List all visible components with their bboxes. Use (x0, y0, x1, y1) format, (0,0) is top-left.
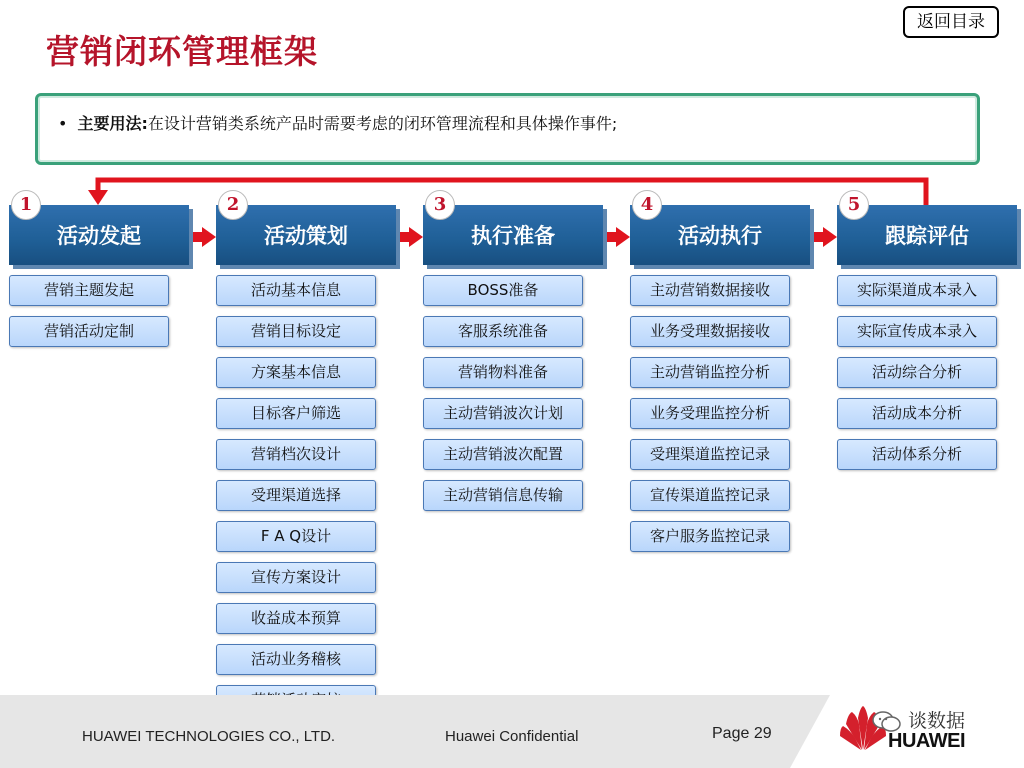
stage-2-item: 受理渠道选择 (216, 480, 376, 511)
usage-label: 主要用法: (77, 114, 148, 133)
page-title: 营销闭环管理框架 (46, 32, 318, 71)
back-to-contents-button[interactable]: 返回目录 (903, 6, 999, 38)
stage-2-item: 方案基本信息 (216, 357, 376, 388)
stage-2-item: 活动业务稽核 (216, 644, 376, 675)
stage-2-item: 活动基本信息 (216, 275, 376, 306)
huawei-brand: HUAWEI (888, 730, 965, 752)
stage-header-2: 活动策划 (216, 205, 396, 265)
stage-4-item: 主动营销数据接收 (630, 275, 790, 306)
stage-4-item: 业务受理监控分析 (630, 398, 790, 429)
stage-5-item: 活动成本分析 (837, 398, 997, 429)
flow-arrow-icon (202, 227, 216, 247)
footer-confidential: Huawei Confidential (445, 728, 579, 745)
stage-4-item: 受理渠道监控记录 (630, 439, 790, 470)
stage-4-item: 客户服务监控记录 (630, 521, 790, 552)
wechat-watermark (872, 706, 965, 733)
stage-3-item: 主动营销波次计划 (423, 398, 583, 429)
bullet-icon: • (58, 114, 68, 133)
stage-header-1: 活动发起 (9, 205, 189, 265)
stage-4-item: 主动营销监控分析 (630, 357, 790, 388)
stage-2-item: 营销档次设计 (216, 439, 376, 470)
stage-2-item: 目标客户筛选 (216, 398, 376, 429)
stage-4-item: 业务受理数据接收 (630, 316, 790, 347)
stage-1-item: 营销主题发起 (9, 275, 169, 306)
stage-5-item: 实际渠道成本录入 (837, 275, 997, 306)
footer-company: HUAWEI TECHNOLOGIES CO., LTD. (82, 728, 336, 745)
stage-4-item: 宣传渠道监控记录 (630, 480, 790, 511)
footer-page: Page 29 (712, 725, 772, 742)
stage-5-item: 实际宣传成本录入 (837, 316, 997, 347)
stage-5-item: 活动体系分析 (837, 439, 997, 470)
stage-number-2: 2 (218, 190, 248, 220)
stage-5-item: 活动综合分析 (837, 357, 997, 388)
stage-3-item: 客服系统准备 (423, 316, 583, 347)
stage-3-item: 主动营销信息传输 (423, 480, 583, 511)
stage-2-item: 宣传方案设计 (216, 562, 376, 593)
stage-number-5: 5 (839, 190, 869, 220)
stage-number-4: 4 (632, 190, 662, 220)
stage-number-3: 3 (425, 190, 455, 220)
stage-header-3: 执行准备 (423, 205, 603, 265)
stage-header-4: 活动执行 (630, 205, 810, 265)
stage-1-item: 营销活动定制 (9, 316, 169, 347)
stage-number-1: 1 (11, 190, 41, 220)
stage-3-item: BOSS准备 (423, 275, 583, 306)
footer-slant (790, 695, 830, 768)
wechat-icon (872, 711, 902, 733)
flow-arrow-icon (823, 227, 837, 247)
stage-2-item: 收益成本预算 (216, 603, 376, 634)
stage-2-item: F A Q设计 (216, 521, 376, 552)
stage-header-5: 跟踪评估 (837, 205, 1017, 265)
usage-description: 在设计营销类系统产品时需要考虑的闭环管理流程和具体操作事件; (147, 114, 618, 133)
stage-3-item: 营销物料准备 (423, 357, 583, 388)
stage-2-item: 营销目标设定 (216, 316, 376, 347)
flow-arrow-icon (616, 227, 630, 247)
wechat-label: 谈数据 (908, 710, 966, 732)
stage-3-item: 主动营销波次配置 (423, 439, 583, 470)
flow-arrow-icon (409, 227, 423, 247)
